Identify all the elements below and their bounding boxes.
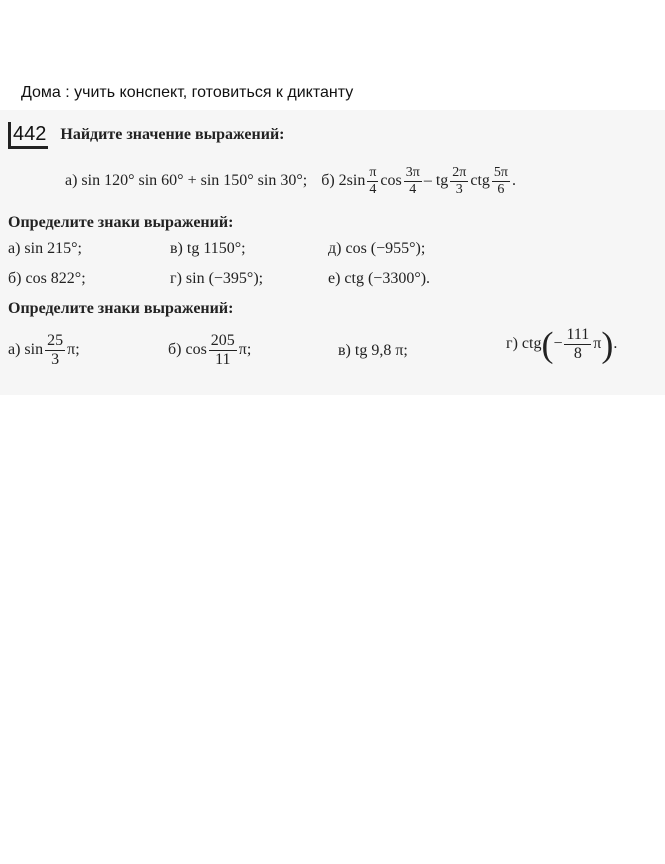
item-e: е) ctg (−3300°). <box>328 270 431 287</box>
scanned-textbook-excerpt <box>0 110 665 395</box>
ctg-label: ctg <box>470 172 490 190</box>
item-3a: а) sin $\frac{25}{3}$ π; <box>8 332 80 368</box>
task-find-values: Найдите значение выражений: <box>60 126 285 144</box>
expression-a: а) sin 120° sin 60° + sin 150° sin 30°; <box>65 172 308 190</box>
fraction-5pi-6: $\frac{5\pi}{6}$ <box>493 165 508 197</box>
sign-row-3 <box>8 324 648 382</box>
problem-header <box>8 122 285 149</box>
cos-label: cos <box>380 172 402 190</box>
item-3v: в) tg 9,8 π; <box>338 342 408 359</box>
item-a: а) sin 215°; <box>8 240 82 257</box>
item-3g: г) ctg(− $\frac{111}{8}$ π). <box>506 324 618 365</box>
item-b: б) cos 822°; <box>8 270 86 287</box>
expression-b-prefix: б) 2sin <box>321 172 366 190</box>
tg-label: – tg <box>423 172 449 190</box>
item-d: д) cos (−955°); <box>328 240 426 257</box>
fraction-2pi-3: $\frac{2\pi}{3}$ <box>452 165 467 197</box>
item-g: г) sin (−395°); <box>170 270 264 287</box>
item-v: в) tg 1150°; <box>170 240 246 257</box>
expression-row-1 <box>65 165 516 198</box>
task-determine-signs-2: Определите знаки выражений: <box>8 300 234 317</box>
homework-note: Дома : учить конспект, готовиться к диктанту <box>21 84 354 101</box>
problem-number: 442 <box>8 122 48 149</box>
period: . <box>511 172 516 190</box>
item-3b: б) cos $\frac{205}{11}$ π; <box>168 332 252 368</box>
task-determine-signs-1: Определите знаки выражений: <box>8 214 234 231</box>
fraction-3pi-4: $\frac{3\pi}{4}$ <box>405 165 420 197</box>
fraction-pi-4: $\frac{\pi}{4}$ <box>369 165 377 197</box>
